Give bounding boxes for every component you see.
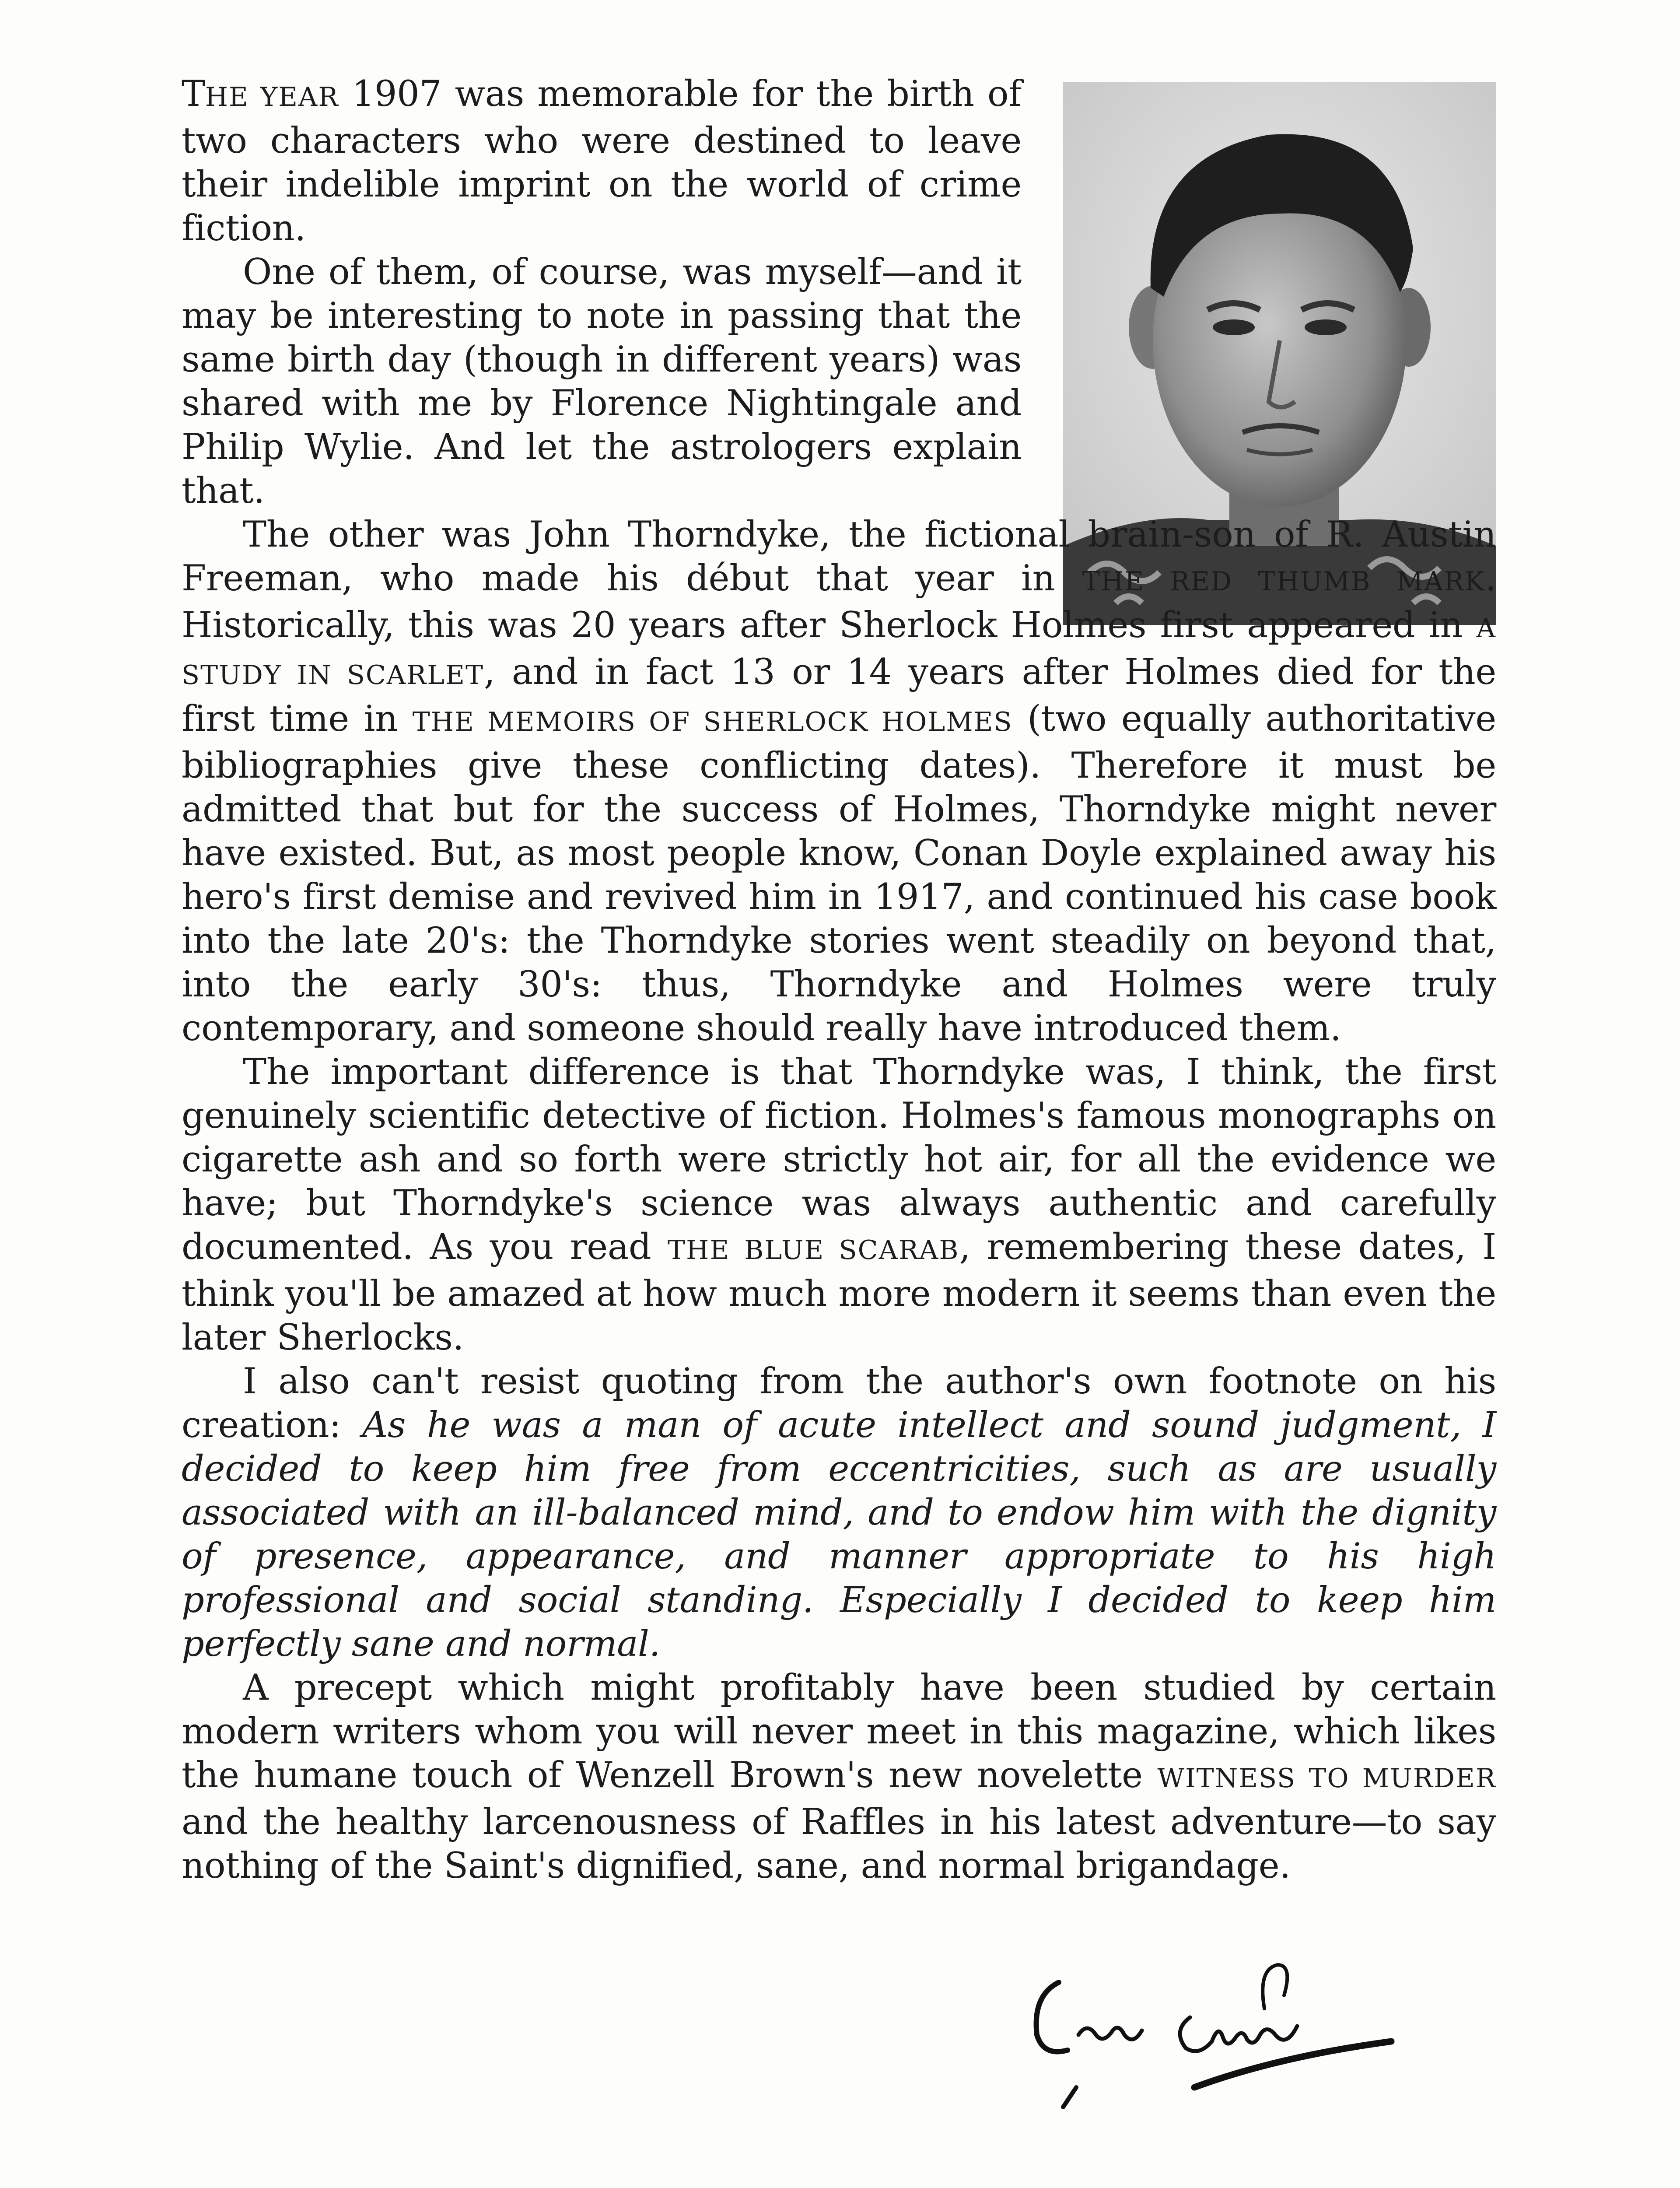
paragraph-4 xyxy=(182,1050,1496,1360)
lead-initial: T xyxy=(182,74,205,115)
paragraph-3-text-b: . Historically, this was 20 years after Sherlock Holmes first appeared in xyxy=(182,558,1496,646)
paragraph-6-text-a: A precept which might profitably have been studied by certain modern writers whom you will never meet in this magazine, which likes the humane touch of Wenzell Brown's new novelette xyxy=(182,1667,1496,1796)
paragraph-6-text-b: and the healthy larcenousness of Raffles in his latest adventure—to say nothing of the Saint's dignified, sane, and normal brigandage. xyxy=(182,1802,1496,1886)
editorial-text xyxy=(182,72,1496,1888)
freeman-quote: As he was a man of acute intellect and sound judgment, I decided to keep him free from eccentricities, such as are usually associated with an ill-balanced mind, and to endow him with the dignity of presence, appearance, and manner appropriate to his high professional and social standing. Especially I decided to keep him perfectly sane and normal. xyxy=(182,1405,1496,1665)
paragraph-6 xyxy=(182,1666,1496,1888)
paragraph-3-text-c: , and in fact 13 or 14 years after Holmes died for the first time in xyxy=(182,652,1497,740)
author-signature xyxy=(1006,1947,1400,2114)
title-study-in-scarlet: A STUDY IN SCARLET xyxy=(182,613,1496,691)
paragraph-3-text-a: The other was John Thorndyke, the fictional brain-son of R. Austin Freeman, who made his début that year in xyxy=(182,514,1496,599)
paragraph-4-text-a: The important difference is that Thorndyke was, I think, the first genuinely scientific detective of fiction. Holmes's famous monographs on cigarette ash and so forth were strictly hot air, for all the evidence we have; but Thorndyke's science was always authentic and carefully documented. As you read xyxy=(182,1052,1496,1268)
title-red-thumb-mark: THE RED THUMB MARK xyxy=(1082,566,1485,597)
title-witness-to-murder: WITNESS TO MURDER xyxy=(1157,1763,1496,1794)
paragraph-4-text-b: , remembering these dates, I think you'll be amazed at how much more modern it seems than even the later Sherlocks. xyxy=(182,1227,1496,1358)
title-blue-scarab: THE BLUE SCARAB xyxy=(667,1235,959,1266)
paragraph-1 xyxy=(182,72,1022,250)
signature-graphic xyxy=(1006,1947,1400,2114)
paragraph-1-text: 1907 was memorable for the birth of two characters who were destined to leave their indelible imprint on the world of crime fiction. xyxy=(182,74,1022,249)
title-memoirs-of-sherlock-holmes: THE MEMOIRS OF SHERLOCK HOLMES xyxy=(412,707,1013,737)
paragraph-5 xyxy=(182,1360,1496,1666)
lead-small-caps-text: HE YEAR xyxy=(205,82,339,112)
lead-small-caps xyxy=(182,74,339,115)
paragraph-3-text-d: (two equally authoritative bibliographies give these conflicting dates). Therefore it must be admitted that but for the success of Holmes, Thorndyke might never have existed. But, as most people know, Conan Doyle explained away his hero's first demise and revived him in 1917, and continued his case book into the late 20's: the Thorndyke stories went steadily on beyond that, into the early 30's: thus, Thorndyke and Holmes were truly contemporary, and someone should really have introduced them. xyxy=(182,698,1496,1049)
paragraph-5-text-a: I also can't resist quoting from the author's own footnote on his creation: xyxy=(182,1361,1496,1446)
paragraph-3 xyxy=(182,513,1496,1050)
paragraph-2: One of them, of course, was myself—and it may be interesting to note in passing that the same birth day (though in different years) was shared with me by Florence Nightingale and Philip Wylie. And let the astrologers explain that. xyxy=(182,252,1022,512)
